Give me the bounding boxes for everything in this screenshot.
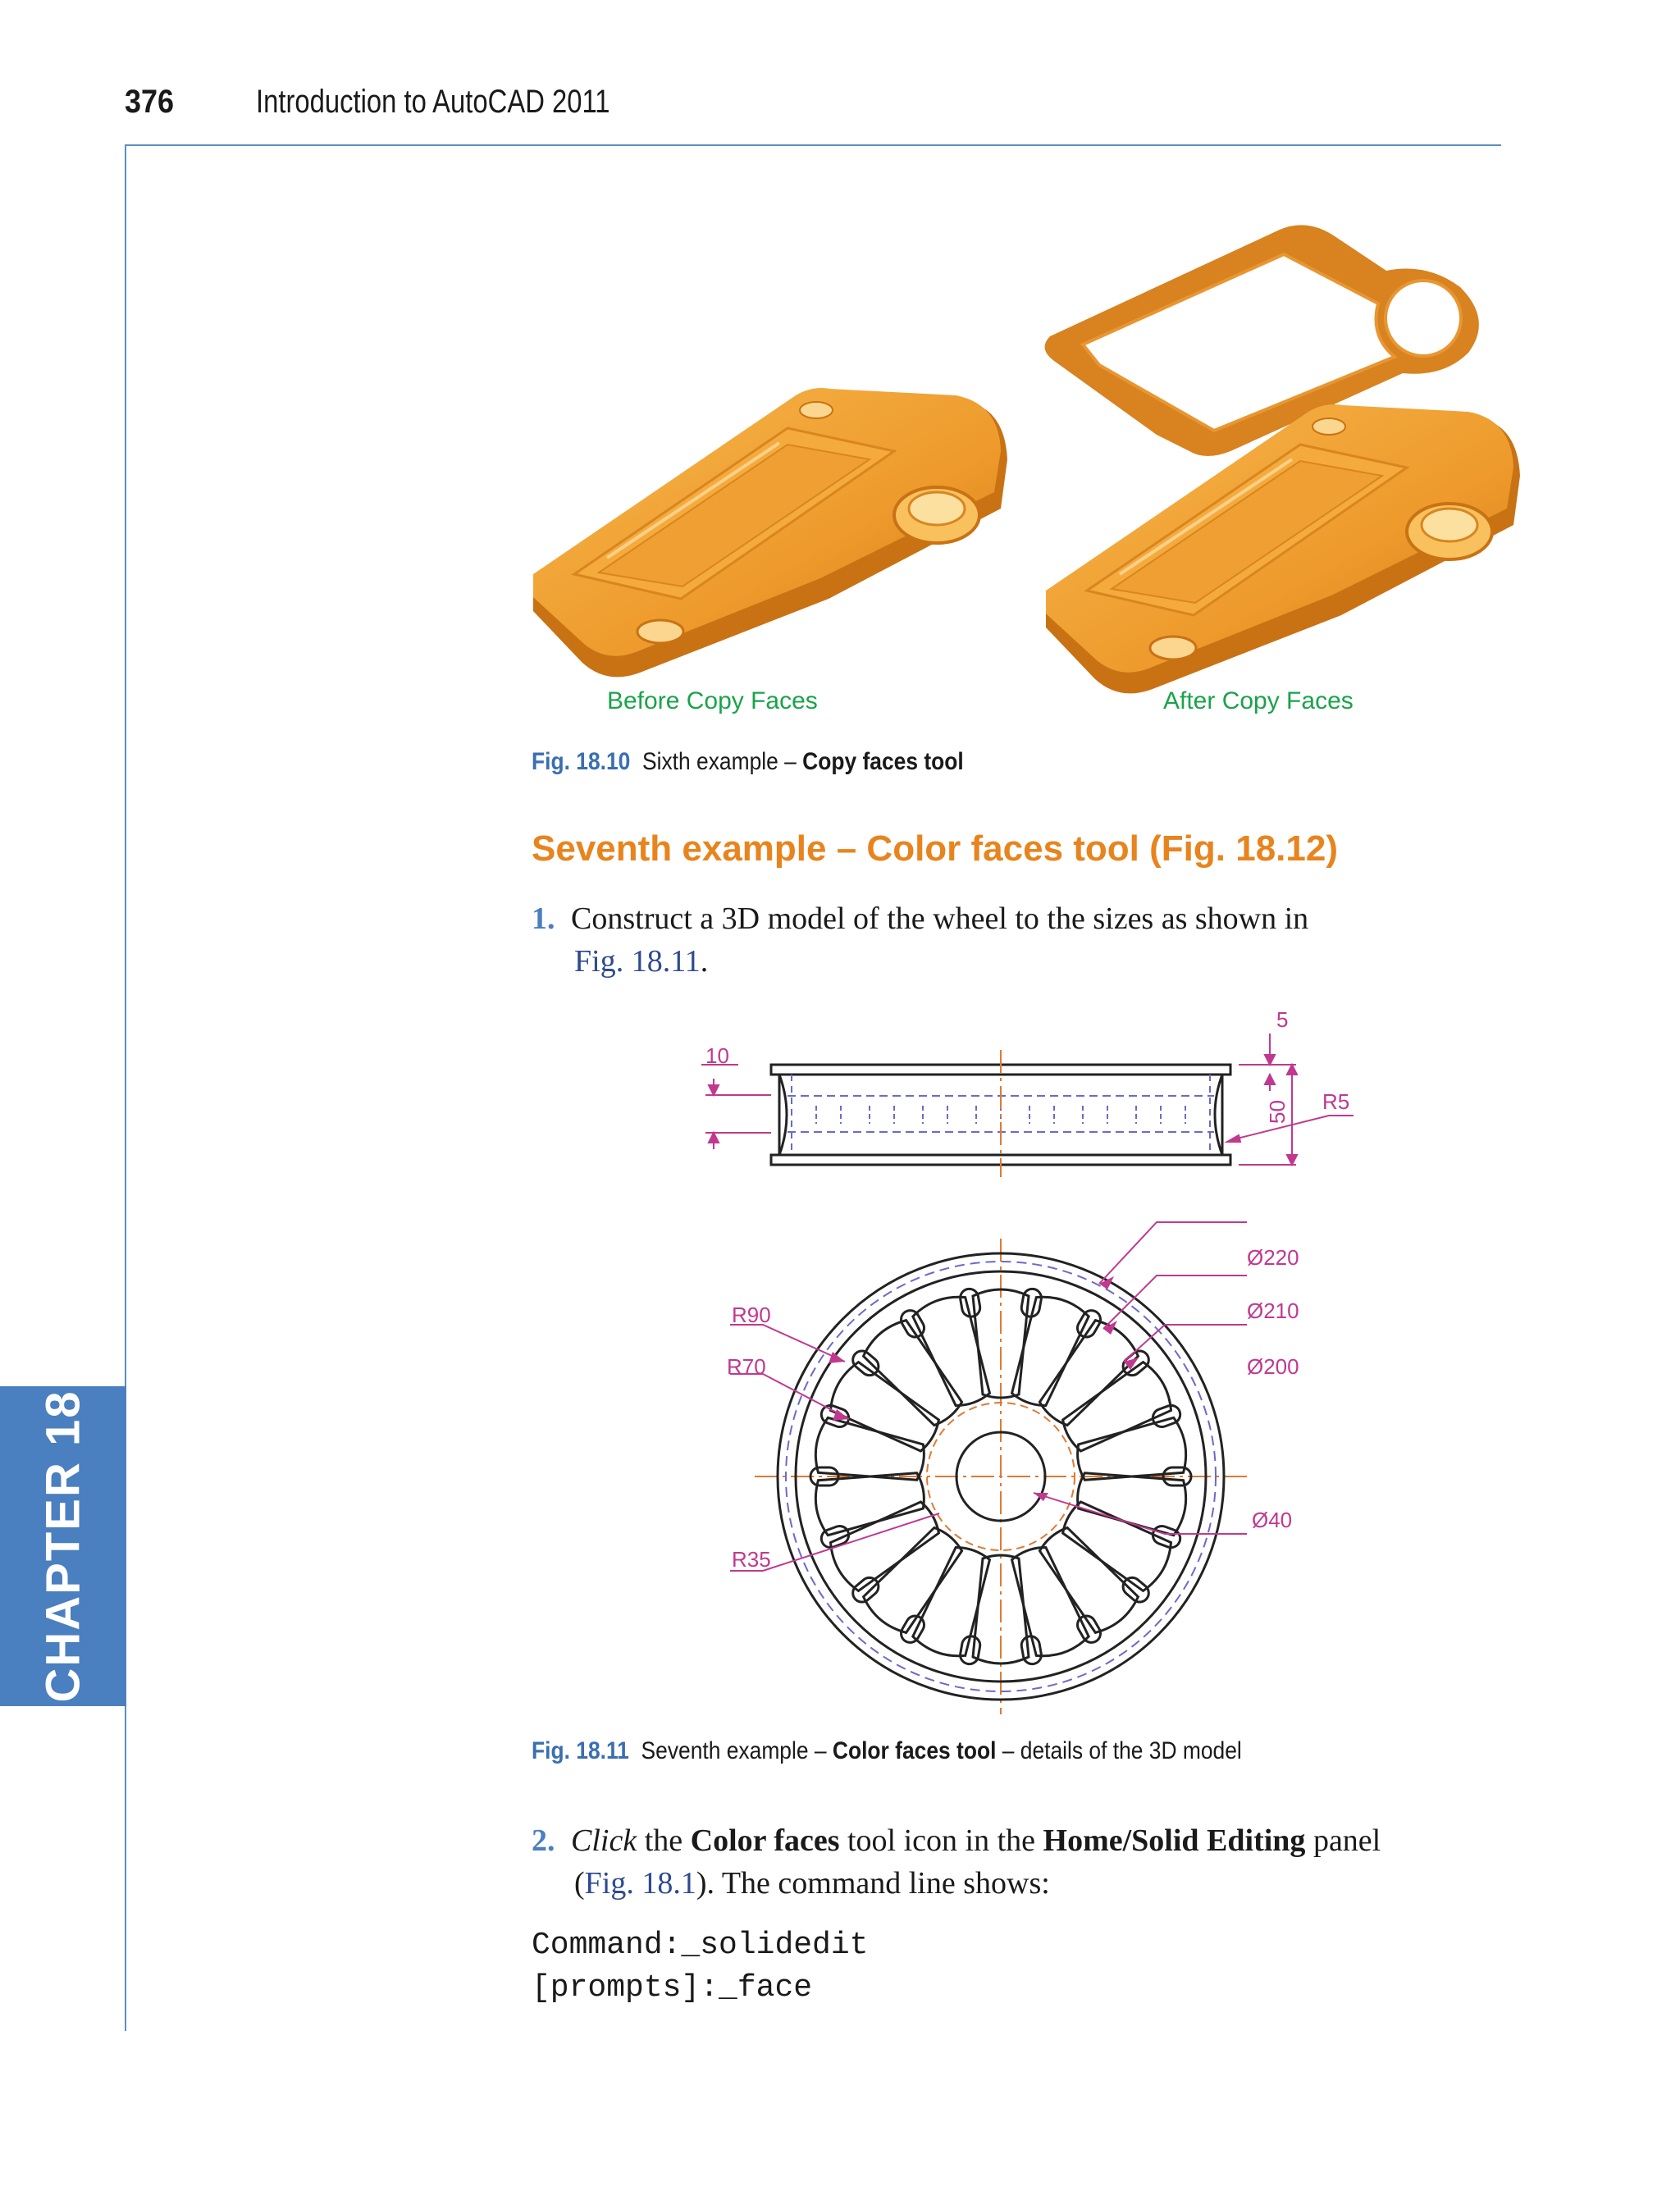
figure-1810-caption-bold: Copy faces tool: [802, 748, 964, 775]
wheel-side-view: [771, 1050, 1230, 1177]
page-number: 376: [125, 84, 175, 120]
step-1-line2: [574, 940, 708, 983]
dim-dia210: Ø210: [1247, 1298, 1299, 1323]
step-1-text: Construct a 3D model of the wheel to the sizes as shown in: [571, 901, 1309, 936]
step-1-number: 1.: [532, 901, 555, 936]
step-2-panel: Home/Solid Editing: [1043, 1823, 1306, 1858]
margin-rule: [125, 144, 126, 2031]
step-2-open-paren: (: [574, 1866, 585, 1901]
dim-50: 50: [1265, 1100, 1290, 1124]
wheel-front-view: [730, 1222, 1247, 1714]
step-1: [532, 897, 1434, 940]
after-caption: After Copy Faces: [1163, 687, 1354, 714]
copy-faces-illustration: [509, 213, 1526, 722]
before-caption: Before Copy Faces: [607, 687, 818, 714]
step-2: [532, 1819, 1483, 1862]
dim-r5: R5: [1322, 1089, 1350, 1114]
chapter-tab-label: CHAPTER 18: [36, 1390, 90, 1703]
step-2-line2: [574, 1862, 1050, 1905]
dim-r70: R70: [727, 1354, 766, 1379]
step-2-the: the: [644, 1823, 683, 1858]
dim-5: 5: [1276, 1007, 1289, 1032]
model-after: [1046, 404, 1520, 693]
dim-dia220: Ø220: [1247, 1245, 1299, 1270]
model-before: [533, 388, 1007, 677]
step-2-mid: tool icon in the: [847, 1823, 1036, 1858]
figure-1811-caption: [532, 1737, 1242, 1765]
figure-1811-caption-end: – details of the 3D model: [1002, 1737, 1242, 1764]
step-2-click: Click: [571, 1823, 637, 1858]
step-2-tool-name: Color faces: [690, 1823, 840, 1858]
figure-1810-caption: [532, 748, 964, 776]
section-heading: [532, 828, 1338, 869]
dim-dia200: Ø200: [1247, 1354, 1299, 1379]
header-rule: [125, 144, 1501, 146]
figure-1811-caption-bold: Color faces tool: [832, 1737, 997, 1764]
step-1-link[interactable]: Fig. 18.11: [574, 944, 701, 979]
figure-1810-number: Fig. 18.10: [532, 748, 631, 775]
step-2-number: 2.: [532, 1823, 555, 1858]
command-line-2: [prompts]:_face: [532, 1970, 813, 2006]
figure-1811-number: Fig. 18.11: [532, 1737, 629, 1764]
running-title: Introduction to AutoCAD 2011: [256, 84, 610, 120]
dim-r35: R35: [732, 1547, 771, 1572]
section-heading-ref: (Fig. 18.12): [1149, 828, 1338, 869]
command-line-1: Command:_solidedit: [532, 1928, 869, 1963]
figure-1810-caption-text: Sixth example –: [641, 748, 797, 775]
section-heading-main: Seventh example – Color faces tool: [532, 828, 1139, 869]
step-2-link[interactable]: Fig. 18.1: [584, 1866, 696, 1901]
wheel-drawing: [673, 1001, 1411, 1723]
dim-r90: R90: [732, 1303, 771, 1327]
figure-1811-caption-text: Seventh example –: [641, 1737, 827, 1764]
step-1-end: .: [700, 944, 709, 979]
dim-10: 10: [705, 1043, 729, 1068]
step-2-after-link: ). The command line shows:: [696, 1866, 1050, 1901]
step-2-end: panel: [1312, 1823, 1381, 1858]
side-view-dimensions: [701, 1034, 1354, 1165]
dim-dia40: Ø40: [1252, 1508, 1293, 1532]
